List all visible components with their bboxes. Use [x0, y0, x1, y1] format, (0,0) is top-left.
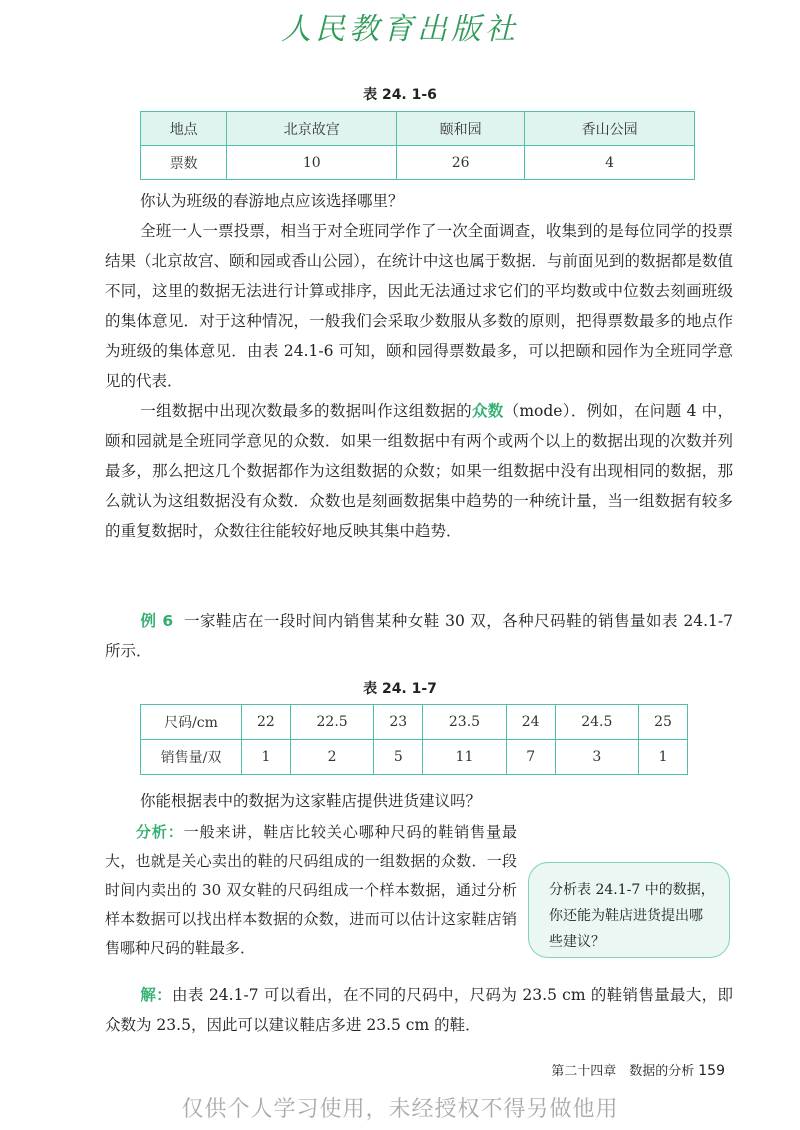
table-caption-24-1-7: 表 24. 1-7: [363, 681, 437, 697]
table-cell: 5: [374, 740, 423, 775]
analysis-block: [105, 818, 517, 963]
paragraph-text: 你能根据表中的数据为这家鞋店提供进货建议吗？: [140, 792, 482, 810]
table-header-row: [141, 112, 695, 146]
chapter-title: 第二十四章 数据的分析: [551, 1064, 695, 1079]
table-cell: 3: [555, 740, 639, 775]
table-cell: 24: [506, 705, 555, 740]
table-cell: 1: [242, 740, 291, 775]
paragraph-text: 一般来讲，鞋店比较关心哪种尺码的鞋销售量最大，也就是关心卖出的鞋的尺码组成的一组数据的众数．一段时间内卖出的 30 双女鞋的尺码组成一个样本数据，通过分析样本数据可以找出样本数据的众数，进而可以估计这家鞋店销售哪种尺码的鞋最多．: [105, 823, 517, 957]
table-cell: 颐和园: [397, 112, 525, 146]
table-cell: 22.5: [290, 705, 374, 740]
paragraph-text: 你认为班级的春游地点应该选择哪里？: [140, 192, 404, 210]
table-row: [141, 740, 688, 775]
table-cell: 2: [290, 740, 374, 775]
table-cell: 24.5: [555, 705, 639, 740]
table-cell: 香山公园: [525, 112, 695, 146]
table-24-1-6: [140, 111, 695, 180]
thinking-callout: [528, 862, 730, 958]
table-cell: 4: [525, 146, 695, 180]
table-cell: 1: [639, 740, 688, 775]
solution-block: [105, 980, 733, 1040]
table-cell: 26: [397, 146, 525, 180]
table-row: [141, 146, 695, 180]
publisher-logo: 人民教育出版社: [281, 12, 519, 47]
paragraph-question-advice: [105, 786, 733, 816]
page-number: 159: [698, 1063, 725, 1079]
paragraph-question-location: [105, 186, 733, 216]
table-24-1-7: [140, 704, 688, 775]
table-cell: 销售量/双: [141, 740, 242, 775]
paragraph-text: 一组数据中出现次数最多的数据叫作这组数据的: [140, 402, 472, 420]
table-cell: 22: [242, 705, 291, 740]
table-row: [141, 705, 688, 740]
analysis-label: 分析：: [135, 823, 184, 841]
paragraph-text: 全班一人一票投票，相当于对全班同学作了一次全面调查，收集到的是每位同学的投票结果（北京故宫、颐和园或香山公园），在统计中这也属于数据．与前面见到的数据都是数值不同，这里的数据无法进行计算或排序，因此无法通过求它们的平均数或中位数去刻画班级的集体意见．对于这种情况，一般我们会采取少数服从多数的原则，把得票数最多的地点作为班级的集体意见．由表 24.1-6 可知，颐和园得票数最多，可以把颐和园作为全班同学意见的代表．: [105, 222, 733, 390]
paragraph-mode-definition: [105, 396, 733, 546]
table-cell: 23.5: [423, 705, 507, 740]
paragraph-text: 由表 24.1-7 可以看出，在不同的尺码中，尺码为 23.5 cm 的鞋销售量最大，即众数为 23.5，因此可以建议鞋店多进 23.5 cm 的鞋．: [105, 986, 733, 1034]
paragraph-text: 一家鞋店在一段时间内销售某种女鞋 30 双，各种尺码鞋的销售量如表 24.1-7 所示．: [105, 612, 734, 660]
table-cell: 11: [423, 740, 507, 775]
solution-label: 解：: [140, 986, 173, 1004]
page-footer: [551, 1060, 725, 1079]
table-cell: 尺码/cm: [141, 705, 242, 740]
table-caption-24-1-6: 表 24. 1-6: [363, 87, 437, 103]
table-cell: 10: [227, 146, 397, 180]
table-cell: 7: [506, 740, 555, 775]
table-cell: 23: [374, 705, 423, 740]
table-cell: 25: [639, 705, 688, 740]
example-label: 例 6: [140, 612, 174, 630]
table-cell: 北京故宫: [227, 112, 397, 146]
table-cell: 票数: [141, 146, 227, 180]
watermark: 仅供个人学习使用，未经授权不得另做他用: [181, 1097, 619, 1122]
paragraph-text: （mode）．例如，在问题 4 中，颐和园就是全班同学意见的众数．如果一组数据中有两个或两个以上的数据出现的次数并列最多，那么把这几个数据都作为这组数据的众数；如果一组数据中没有出现相同的数据，那么就认为这组数据没有众数．众数也是刻画数据集中趋势的一种统计量，当一组数据有较多的重复数据时，众数往往能较好地反映其集中趋势．: [105, 402, 733, 540]
table-cell: 地点: [141, 112, 227, 146]
paragraph-voting: [105, 216, 733, 396]
term-mode: 众数: [471, 402, 504, 420]
example-6: [105, 606, 733, 666]
callout-text: 分析表 24.1-7 中的数据，你还能为鞋店进货提出哪些建议？: [549, 882, 715, 950]
